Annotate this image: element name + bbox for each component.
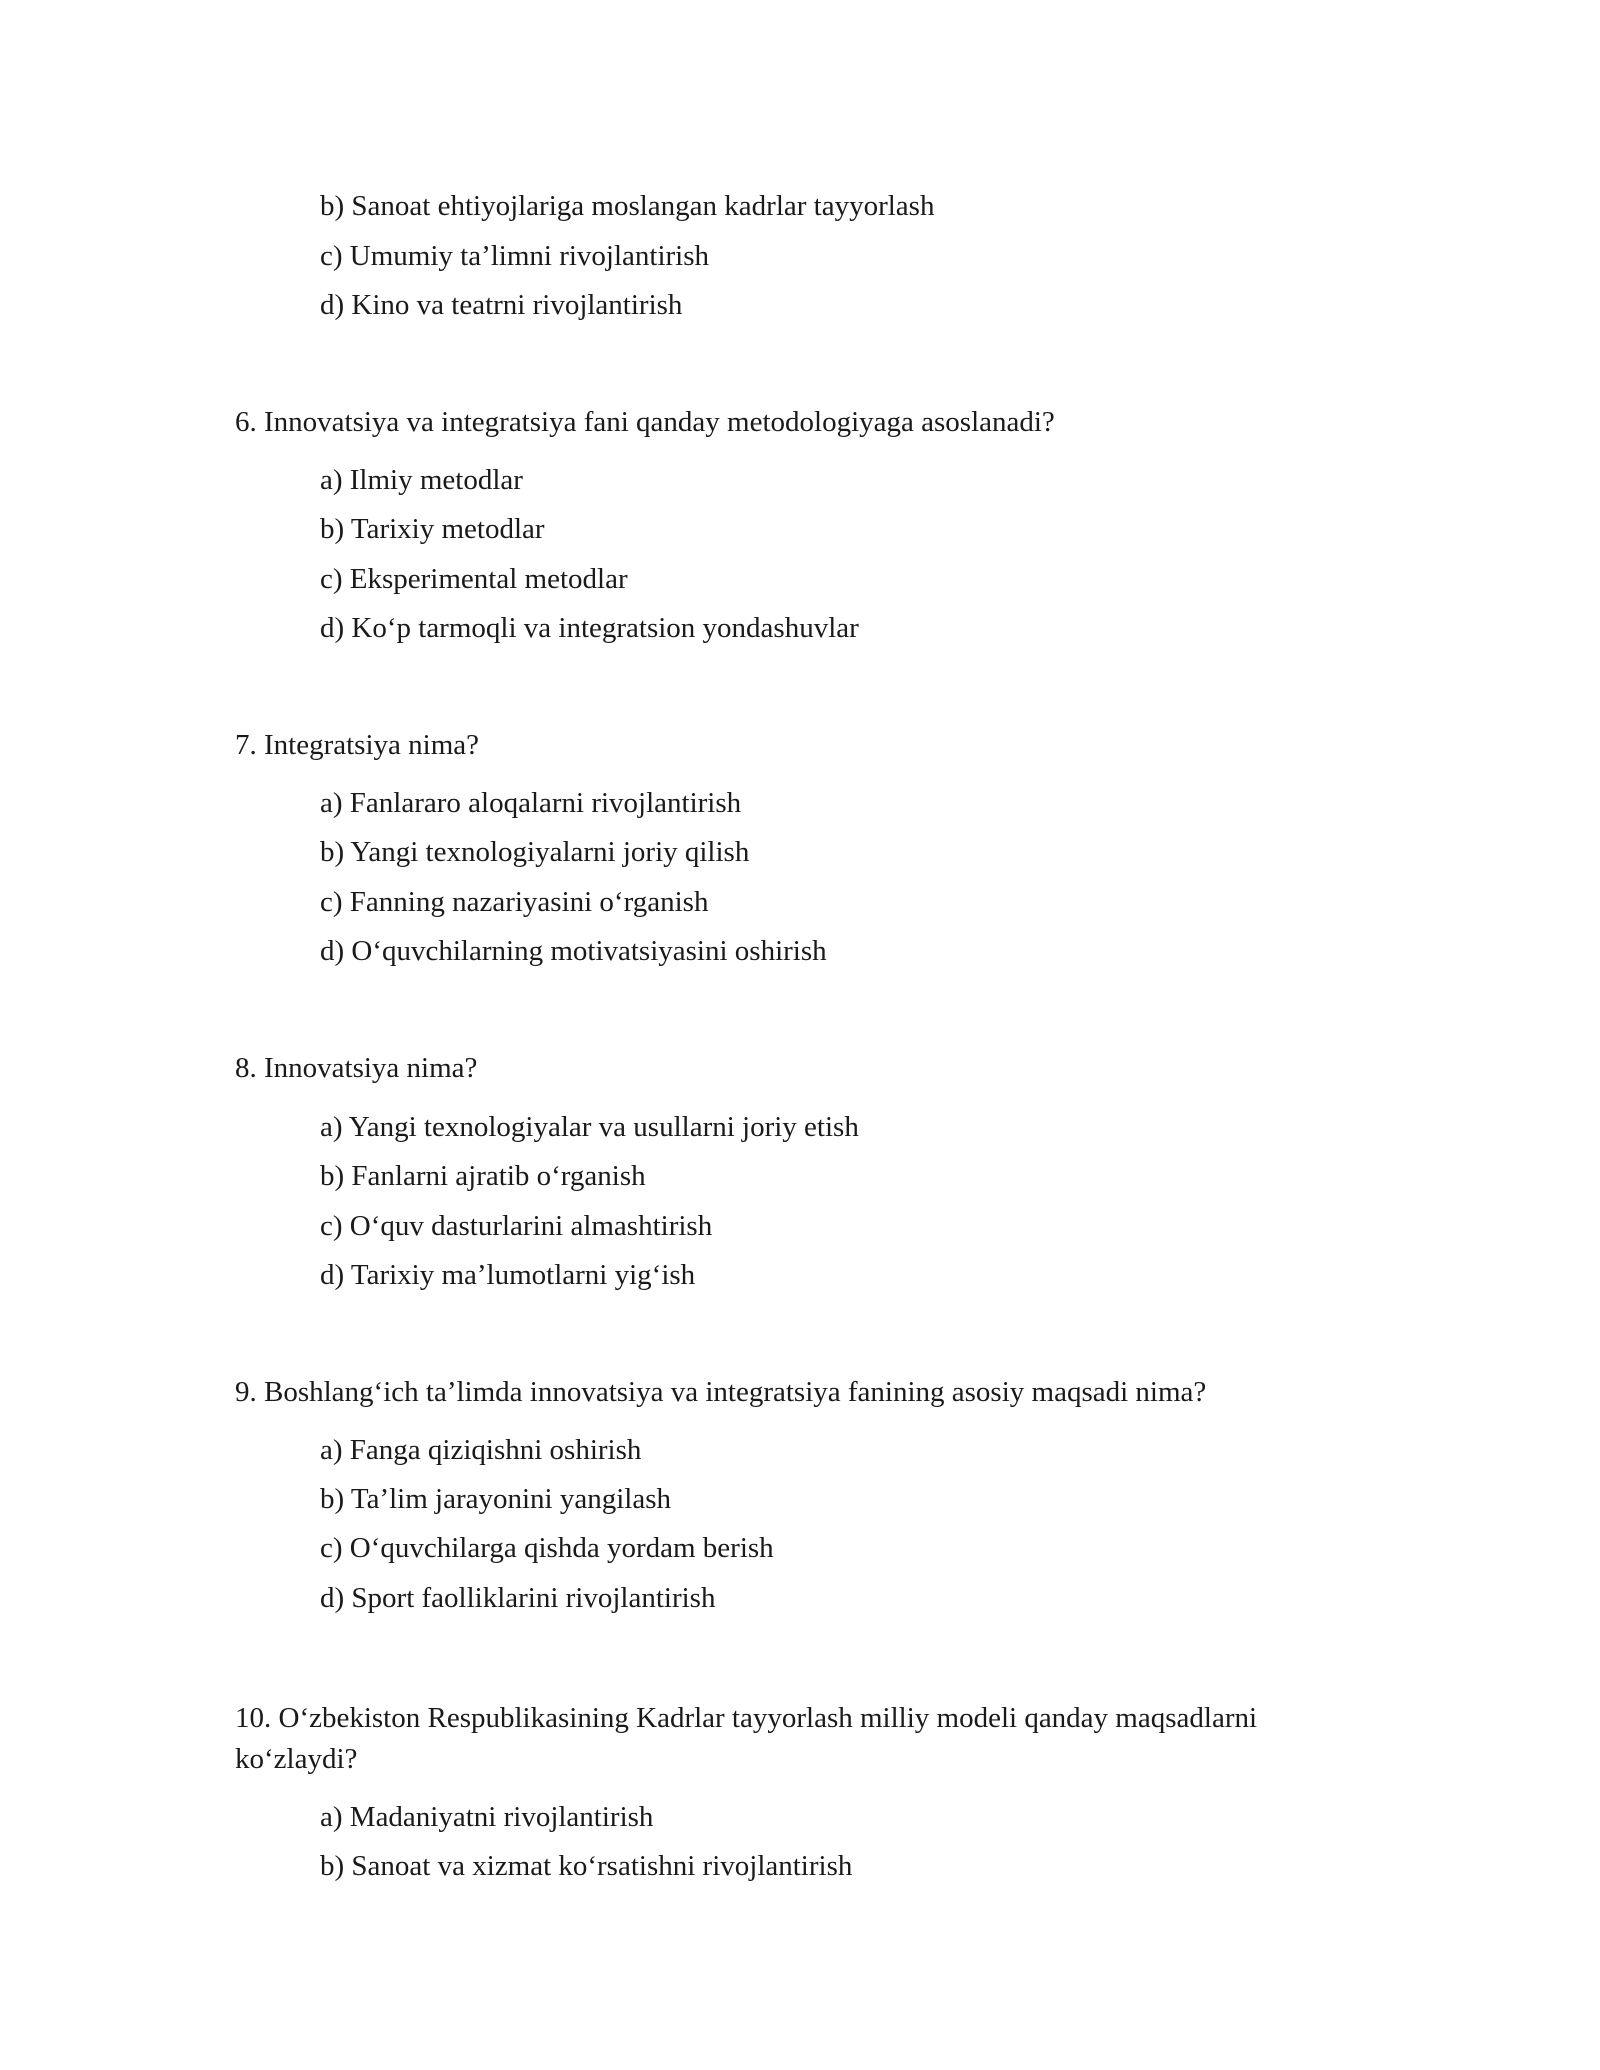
question-10-text: 10. O‘zbekiston Respublikasining Kadrlar tayyorlash milliy modeli qanday maqsadlarni ko‘zlaydi? bbox=[235, 1702, 1258, 1775]
option-9-a: a) Fanga qiziqishni oshirish bbox=[320, 1434, 642, 1466]
option-10-b: b) Sanoat va xizmat ko‘rsatishni rivojlantirish bbox=[320, 1850, 853, 1882]
option-8-d: d) Tarixiy ma’lumotlarni yig‘ish bbox=[320, 1259, 696, 1291]
option-7-d: d) O‘quvchilarning motivatsiyasini oshirish bbox=[320, 935, 827, 967]
option-7-c: c) Fanning nazariyasini o‘rganish bbox=[320, 886, 709, 918]
option-5-d: d) Kino va teatrni rivojlantirish bbox=[320, 289, 683, 321]
question-9-text: 9. Boshlang‘ich ta’limda innovatsiya va integratsiya fanining asosiy maqsadi nima? bbox=[235, 1376, 1207, 1408]
option-8-b: b) Fanlarni ajratib o‘rganish bbox=[320, 1160, 646, 1192]
option-8-a: a) Yangi texnologiyalar va usullarni joriy etish bbox=[320, 1111, 859, 1143]
question-7-text: 7. Integratsiya nima? bbox=[235, 729, 479, 761]
option-7-b: b) Yangi texnologiyalarni joriy qilish bbox=[320, 836, 750, 868]
option-6-a: a) Ilmiy metodlar bbox=[320, 464, 523, 496]
question-8-text: 8. Innovatsiya nima? bbox=[235, 1052, 478, 1084]
option-6-d: d) Ko‘p tarmoqli va integratsion yondashuvlar bbox=[320, 612, 859, 644]
option-5-b: b) Sanoat ehtiyojlariga moslangan kadrlar tayyorlash bbox=[320, 190, 935, 222]
question-6-text: 6. Innovatsiya va integratsiya fani qanday metodologiyaga asoslanadi? bbox=[235, 406, 1055, 438]
option-6-c: c) Eksperimental metodlar bbox=[320, 563, 628, 595]
option-8-c: c) O‘quv dasturlarini almashtirish bbox=[320, 1210, 713, 1242]
option-5-c: c) Umumiy ta’limni rivojlantirish bbox=[320, 240, 710, 272]
option-9-d: d) Sport faolliklarini rivojlantirish bbox=[320, 1582, 716, 1614]
option-7-a: a) Fanlararo aloqalarni rivojlantirish bbox=[320, 787, 742, 819]
option-10-a: a) Madaniyatni rivojlantirish bbox=[320, 1801, 654, 1833]
option-9-b: b) Ta’lim jarayonini yangilash bbox=[320, 1483, 671, 1515]
option-9-c: c) O‘quvchilarga qishda yordam berish bbox=[320, 1532, 774, 1564]
option-6-b: b) Tarixiy metodlar bbox=[320, 513, 545, 545]
